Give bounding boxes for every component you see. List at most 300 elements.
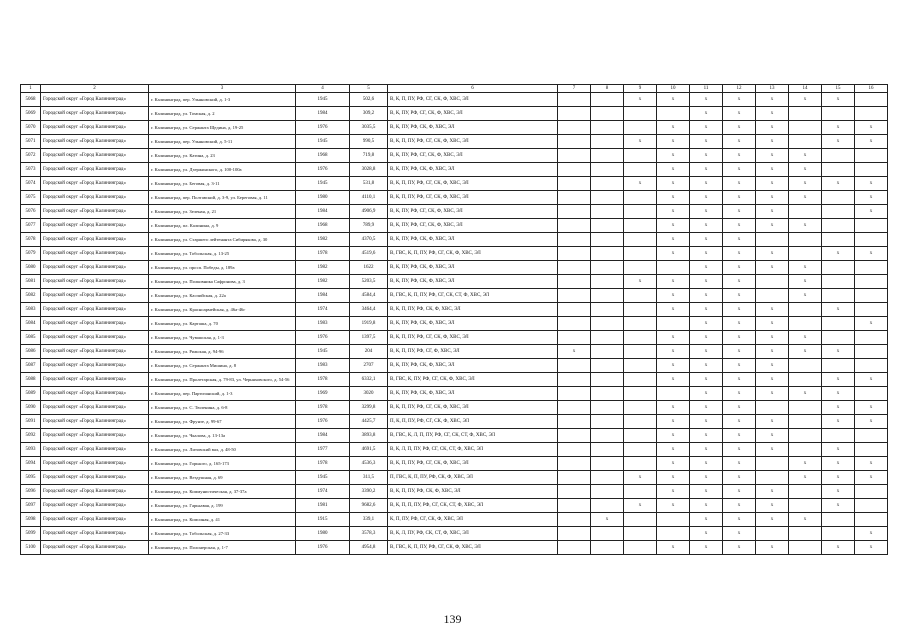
record-number: 5092 [21, 429, 41, 443]
area: 4425,7 [350, 415, 388, 429]
table-row [21, 163, 888, 177]
mark-cell-13: x [756, 177, 789, 191]
works-list: В, К, П, П, ПУ, РФ, СГ, СК, СТ, Ф, ХВС, ЭЛ [388, 499, 558, 513]
mark-cell-7 [558, 121, 591, 135]
mark-cell-7 [558, 149, 591, 163]
mark-cell-9 [624, 429, 657, 443]
area: 3299,8 [350, 401, 388, 415]
mark-cell-15: x [822, 93, 855, 107]
address: г. Калининград, ул. Литовский вал, д. 48-50 [149, 443, 296, 457]
mark-cell-11: x [690, 513, 723, 527]
build-year: 1978 [296, 457, 350, 471]
build-year: 1977 [296, 443, 350, 457]
mark-cell-10: x [657, 233, 690, 247]
okrug-name: Городской округ «Город Калининград» [41, 247, 149, 261]
mark-cell-12: x [723, 233, 756, 247]
area: 990,5 [350, 135, 388, 149]
works-list: В, К, П, ПУ, РФ, СК, Ф, ХВС, ЭЛ [388, 303, 558, 317]
area: 311,5 [350, 471, 388, 485]
mark-cell-7 [558, 233, 591, 247]
area: 3028,8 [350, 163, 388, 177]
table-row [21, 485, 888, 499]
mark-cell-11: x [690, 177, 723, 191]
mark-cell-8 [591, 135, 624, 149]
mark-cell-12: x [723, 457, 756, 471]
okrug-name: Городской округ «Город Калининград» [41, 401, 149, 415]
build-year: 1982 [296, 261, 350, 275]
column-number-15: 15 [822, 85, 855, 93]
mark-cell-10: x [657, 289, 690, 303]
mark-cell-8 [591, 443, 624, 457]
build-year: 1983 [296, 317, 350, 331]
table-row [21, 457, 888, 471]
address: г. Калининград, ул. Катина, д. 23 [149, 149, 296, 163]
mark-cell-14 [789, 205, 822, 219]
mark-cell-16 [855, 331, 888, 345]
okrug-name: Городской округ «Город Калининград» [41, 359, 149, 373]
column-number-5: 5 [350, 85, 388, 93]
mark-cell-14 [789, 401, 822, 415]
table-row [21, 261, 888, 275]
address: г. Калининград, ул. Дзержинского, д. 100-100а [149, 163, 296, 177]
table-row [21, 149, 888, 163]
mark-cell-11: x [690, 401, 723, 415]
works-list: В, К, ПУ, РФ, СГ, СК, Ф, ХВС, ЭЛ [388, 205, 558, 219]
mark-cell-16 [855, 303, 888, 317]
mark-cell-11: x [690, 135, 723, 149]
works-list: В, К, ПУ, РФ, СК, Ф, ХВС, ЭЛ [388, 359, 558, 373]
table-row [21, 387, 888, 401]
mark-cell-9: x [624, 499, 657, 513]
mark-cell-10: x [657, 443, 690, 457]
mark-cell-15 [822, 359, 855, 373]
table-row [21, 275, 888, 289]
mark-cell-15: x [822, 177, 855, 191]
mark-cell-8 [591, 121, 624, 135]
build-year: 1945 [296, 471, 350, 485]
mark-cell-16: x [855, 541, 888, 555]
mark-cell-13: x [756, 485, 789, 499]
mark-cell-14: x [789, 345, 822, 359]
mark-cell-12: x [723, 429, 756, 443]
record-number: 5071 [21, 135, 41, 149]
mark-cell-11: x [690, 457, 723, 471]
mark-cell-11: x [690, 219, 723, 233]
okrug-name: Городской округ «Город Калининград» [41, 345, 149, 359]
column-number-11: 11 [690, 85, 723, 93]
address: г. Калининград, ул. просп. Победы, д. 189а [149, 261, 296, 275]
mark-cell-13: x [756, 359, 789, 373]
mark-cell-10: x [657, 415, 690, 429]
mark-cell-7 [558, 415, 591, 429]
mark-cell-9: x [624, 471, 657, 485]
mark-cell-14 [789, 415, 822, 429]
build-year: 1915 [296, 513, 350, 527]
mark-cell-10: x [657, 247, 690, 261]
address: г. Калининград, ул. Томская, д. 2 [149, 107, 296, 121]
mark-cell-7 [558, 205, 591, 219]
area: 502,6 [350, 93, 388, 107]
record-number: 5099 [21, 527, 41, 541]
mark-cell-9 [624, 345, 657, 359]
mark-cell-14 [789, 485, 822, 499]
mark-cell-13 [756, 471, 789, 485]
mark-cell-8 [591, 485, 624, 499]
mark-cell-15: x [822, 457, 855, 471]
mark-cell-8 [591, 471, 624, 485]
mark-cell-7 [558, 331, 591, 345]
mark-cell-11: x [690, 541, 723, 555]
mark-cell-12: x [723, 191, 756, 205]
works-list: В, К, П, ПУ, РФ, СГ, СК, Ф, ХВС, ЭЛ [388, 191, 558, 205]
table-row [21, 177, 888, 191]
mark-cell-14: x [789, 149, 822, 163]
table-row [21, 471, 888, 485]
mark-cell-8 [591, 429, 624, 443]
area: 3390,2 [350, 485, 388, 499]
build-year: 1969 [296, 387, 350, 401]
mark-cell-9 [624, 527, 657, 541]
build-year: 1976 [296, 415, 350, 429]
mark-cell-16 [855, 107, 888, 121]
mark-cell-16: x [855, 191, 888, 205]
area: 4906,9 [350, 205, 388, 219]
mark-cell-9: x [624, 275, 657, 289]
table-row [21, 93, 888, 107]
address: г. Калининград, ул. Фрунзе, д. 99-67 [149, 415, 296, 429]
build-year: 1945 [296, 135, 350, 149]
mark-cell-11: x [690, 303, 723, 317]
mark-cell-11: x [690, 289, 723, 303]
mark-cell-12: x [723, 135, 756, 149]
mark-cell-10: x [657, 401, 690, 415]
mark-cell-14: x [789, 191, 822, 205]
mark-cell-8 [591, 177, 624, 191]
mark-cell-13: x [756, 107, 789, 121]
mark-cell-12: x [723, 303, 756, 317]
build-year: 1978 [296, 401, 350, 415]
mark-cell-9 [624, 261, 657, 275]
record-number: 5068 [21, 93, 41, 107]
mark-cell-12: x [723, 345, 756, 359]
mark-cell-15 [822, 219, 855, 233]
mark-cell-8 [591, 457, 624, 471]
mark-cell-10: x [657, 457, 690, 471]
mark-cell-16 [855, 359, 888, 373]
mark-cell-9 [624, 107, 657, 121]
address: г. Калининград, ул. Полковника Сафронова, д. 3 [149, 275, 296, 289]
mark-cell-14 [789, 527, 822, 541]
mark-cell-14: x [789, 387, 822, 401]
works-list: В, К, ПУ, РФ, СК, Ф, ХВС, ЭЛ [388, 317, 558, 331]
mark-cell-9 [624, 219, 657, 233]
area: 3578,3 [350, 527, 388, 541]
build-year: 1984 [296, 289, 350, 303]
table-row [21, 191, 888, 205]
mark-cell-14 [789, 247, 822, 261]
mark-cell-8 [591, 261, 624, 275]
mark-cell-15 [822, 317, 855, 331]
mark-cell-10: x [657, 163, 690, 177]
record-number: 5098 [21, 513, 41, 527]
mark-cell-7 [558, 219, 591, 233]
mark-cell-15: x [822, 387, 855, 401]
mark-cell-15: x [822, 401, 855, 415]
build-year: 1982 [296, 275, 350, 289]
address: г. Калининград, ул. Тобольская, д. 27-33 [149, 527, 296, 541]
build-year: 1976 [296, 331, 350, 345]
area: 5203,5 [350, 275, 388, 289]
area: 3020 [350, 387, 388, 401]
mark-cell-13: x [756, 317, 789, 331]
mark-cell-8 [591, 331, 624, 345]
mark-cell-11: x [690, 387, 723, 401]
mark-cell-12: x [723, 205, 756, 219]
build-year: 1945 [296, 93, 350, 107]
mark-cell-13 [756, 401, 789, 415]
okrug-name: Городской округ «Город Калининград» [41, 289, 149, 303]
mark-cell-12: x [723, 261, 756, 275]
address: г. Калининград, пер. Ульяновский, д. 1-3 [149, 93, 296, 107]
mark-cell-8 [591, 527, 624, 541]
mark-cell-9 [624, 191, 657, 205]
mark-cell-11: x [690, 149, 723, 163]
mark-cell-11: x [690, 191, 723, 205]
mark-cell-10: x [657, 429, 690, 443]
mark-cell-13: x [756, 429, 789, 443]
table-row [21, 513, 888, 527]
address: г. Калининград, ул. Беговая, д. 3-11 [149, 177, 296, 191]
mark-cell-11: x [690, 247, 723, 261]
mark-cell-16 [855, 485, 888, 499]
mark-cell-9: x [624, 135, 657, 149]
works-list: В, ГВС, К, П, ПУ, РФ, СГ, СК, Ф, ХВС, ЭЛ [388, 247, 558, 261]
okrug-name: Городской округ «Город Калининград» [41, 163, 149, 177]
address: г. Калининград, ул. Горького, д. 165-173 [149, 457, 296, 471]
mark-cell-13 [756, 289, 789, 303]
record-number: 5074 [21, 177, 41, 191]
mark-cell-10 [657, 261, 690, 275]
mark-cell-13: x [756, 219, 789, 233]
mark-cell-10: x [657, 121, 690, 135]
mark-cell-9 [624, 317, 657, 331]
mark-cell-14 [789, 303, 822, 317]
mark-cell-13: x [756, 205, 789, 219]
mark-cell-14: x [789, 163, 822, 177]
mark-cell-11: x [690, 443, 723, 457]
record-number: 5096 [21, 485, 41, 499]
mark-cell-14 [789, 373, 822, 387]
table-row [21, 443, 888, 457]
mark-cell-11: x [690, 93, 723, 107]
okrug-name: Городской округ «Город Калининград» [41, 191, 149, 205]
area: 719,8 [350, 149, 388, 163]
column-number-13: 13 [756, 85, 789, 93]
mark-cell-7 [558, 93, 591, 107]
area: 1397,5 [350, 331, 388, 345]
mark-cell-8 [591, 401, 624, 415]
record-number: 5076 [21, 205, 41, 219]
mark-cell-11: x [690, 233, 723, 247]
column-number-1: 1 [21, 85, 41, 93]
table-row [21, 205, 888, 219]
mark-cell-15 [822, 149, 855, 163]
table-row [21, 345, 888, 359]
table-row [21, 219, 888, 233]
mark-cell-12: x [723, 149, 756, 163]
okrug-name: Городской округ «Город Калининград» [41, 219, 149, 233]
okrug-name: Городской округ «Город Калининград» [41, 121, 149, 135]
mark-cell-12: x [723, 275, 756, 289]
mark-cell-14: x [789, 261, 822, 275]
address: г. Калининград, ул. Старшего лейтенанта Сибирякова, д. 30 [149, 233, 296, 247]
table-row [21, 429, 888, 443]
works-list: В, К, П, ПУ, РФ, СГ, СК, Ф, ХВС, ЭЛ [388, 401, 558, 415]
address: г. Калининград, ул. Красноармейская, д. 46а-46г [149, 303, 296, 317]
area: 309,2 [350, 107, 388, 121]
mark-cell-12: x [723, 373, 756, 387]
mark-cell-16 [855, 149, 888, 163]
mark-cell-9 [624, 485, 657, 499]
mark-cell-12: x [723, 485, 756, 499]
mark-cell-9 [624, 457, 657, 471]
mark-cell-12: x [723, 163, 756, 177]
mark-cell-11: x [690, 527, 723, 541]
works-list: В, К, П, ПУ, РФ, СГ, СК, Ф, ХВС, ЭЛ [388, 331, 558, 345]
mark-cell-16 [855, 93, 888, 107]
okrug-name: Городской округ «Город Калининград» [41, 499, 149, 513]
mark-cell-8 [591, 345, 624, 359]
mark-cell-13: x [756, 415, 789, 429]
build-year: 1974 [296, 303, 350, 317]
mark-cell-10: x [657, 373, 690, 387]
mark-cell-10: x [657, 219, 690, 233]
mark-cell-15 [822, 527, 855, 541]
mark-cell-14: x [789, 289, 822, 303]
record-number: 5078 [21, 233, 41, 247]
area: 1919,8 [350, 317, 388, 331]
mark-cell-16: x [855, 457, 888, 471]
mark-cell-7 [558, 471, 591, 485]
mark-cell-15: x [822, 121, 855, 135]
works-list: В, К, Л, П, ПУ, РФ, СГ, СК, СТ, Ф, ХВС, ЭЛ [388, 443, 558, 457]
mark-cell-14 [789, 499, 822, 513]
build-year: 1976 [296, 541, 350, 555]
okrug-name: Городской округ «Город Калининград» [41, 233, 149, 247]
works-list: В, К, ПУ, РФ, СК, Ф, ХВС, ЭЛ [388, 163, 558, 177]
record-number: 5091 [21, 415, 41, 429]
mark-cell-7 [558, 457, 591, 471]
mark-cell-16: x [855, 401, 888, 415]
mark-cell-11: x [690, 499, 723, 513]
area: 4110,1 [350, 191, 388, 205]
mark-cell-13 [756, 527, 789, 541]
mark-cell-12: x [723, 289, 756, 303]
mark-cell-8 [591, 373, 624, 387]
mark-cell-9 [624, 415, 657, 429]
okrug-name: Городской округ «Город Калининград» [41, 457, 149, 471]
build-year: 1976 [296, 163, 350, 177]
mark-cell-7 [558, 247, 591, 261]
build-year: 1984 [296, 205, 350, 219]
mark-cell-9 [624, 513, 657, 527]
mark-cell-9 [624, 443, 657, 457]
mark-cell-11: x [690, 331, 723, 345]
address: г. Калининград, пер. Полтавский, д. 3-9, ул. Береговая, д. 11 [149, 191, 296, 205]
mark-cell-16 [855, 289, 888, 303]
mark-cell-11: x [690, 471, 723, 485]
mark-cell-8 [591, 541, 624, 555]
mark-cell-7 [558, 177, 591, 191]
mark-cell-8: x [591, 513, 624, 527]
area: 2707 [350, 359, 388, 373]
address: г. Калининград, ул. Комсиная, д. 41 [149, 513, 296, 527]
mark-cell-13: x [756, 499, 789, 513]
mark-cell-7 [558, 513, 591, 527]
mark-cell-12: x [723, 121, 756, 135]
works-list: В, К, ПУ, РФ, СК, Ф, ХВС, ЭЛ [388, 275, 558, 289]
mark-cell-16 [855, 219, 888, 233]
mark-cell-12: x [723, 471, 756, 485]
record-number: 5089 [21, 387, 41, 401]
column-number-3: 3 [149, 85, 296, 93]
mark-cell-14: x [789, 93, 822, 107]
address: г. Калининград, ул. Полонерская, д. 1-7 [149, 541, 296, 555]
build-year: 1983 [296, 359, 350, 373]
mark-cell-11: x [690, 205, 723, 219]
mark-cell-9 [624, 289, 657, 303]
mark-cell-9 [624, 247, 657, 261]
record-number: 5069 [21, 107, 41, 121]
mark-cell-11: x [690, 107, 723, 121]
works-list: В, К, ПУ, РФ, СК, Ф, ХВС, ЭЛ [388, 387, 558, 401]
mark-cell-7 [558, 373, 591, 387]
mark-cell-10 [657, 387, 690, 401]
column-number-10: 10 [657, 85, 690, 93]
mark-cell-14 [789, 541, 822, 555]
mark-cell-7 [558, 387, 591, 401]
mark-cell-7 [558, 443, 591, 457]
mark-cell-14: x [789, 275, 822, 289]
table-row [21, 303, 888, 317]
mark-cell-10: x [657, 149, 690, 163]
mark-cell-10 [657, 317, 690, 331]
mark-cell-14: x [789, 177, 822, 191]
record-number: 5080 [21, 261, 41, 275]
mark-cell-15 [822, 261, 855, 275]
mark-cell-8 [591, 387, 624, 401]
mark-cell-11: x [690, 373, 723, 387]
okrug-name: Городской округ «Город Калининград» [41, 149, 149, 163]
mark-cell-13: x [756, 373, 789, 387]
mark-cell-9 [624, 387, 657, 401]
mark-cell-10: x [657, 345, 690, 359]
okrug-name: Городской округ «Город Калининград» [41, 205, 149, 219]
build-year: 1945 [296, 177, 350, 191]
works-list: К, П, ПУ, РФ, СГ, СК, Ф, ХВС, ЭЛ [388, 513, 558, 527]
mark-cell-10: x [657, 471, 690, 485]
works-list: В, ГВС, К, П, ПУ, РФ, СГ, СК, СТ, Ф, ХВС, ЭЛ [388, 289, 558, 303]
mark-cell-16: x [855, 471, 888, 485]
mark-cell-8 [591, 289, 624, 303]
table-row [21, 401, 888, 415]
area: 3035,5 [350, 121, 388, 135]
mark-cell-11: x [690, 163, 723, 177]
works-list: В, К, ПУ, РФ, СК, Ф, ХВС, ЭЛ [388, 261, 558, 275]
record-number: 5100 [21, 541, 41, 555]
column-number-9: 9 [624, 85, 657, 93]
table-row [21, 107, 888, 121]
